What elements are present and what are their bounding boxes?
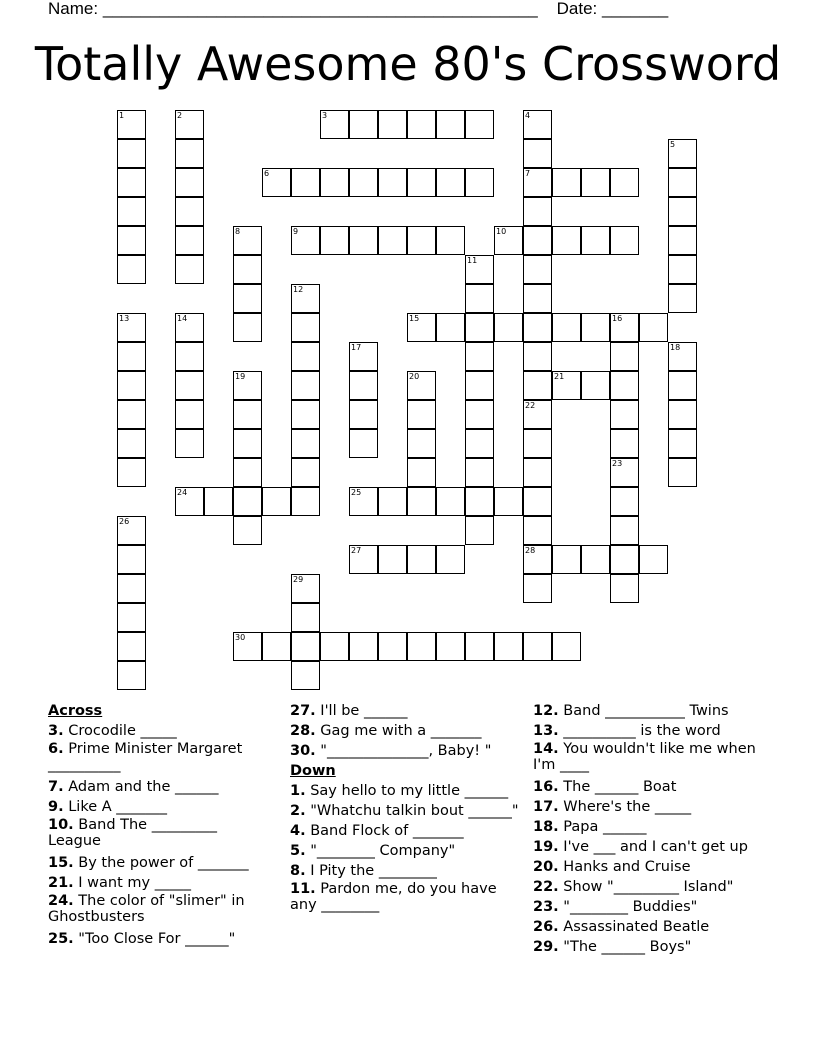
across-heading: Across	[48, 703, 103, 719]
clue-text: Band Flock of _______	[310, 823, 464, 839]
clue-num: 18.	[533, 819, 559, 835]
grid-cell[interactable]	[494, 313, 523, 342]
clue-text: Say hello to my little ______	[310, 783, 509, 799]
grid-cell[interactable]	[552, 313, 581, 342]
grid-cell[interactable]	[349, 429, 378, 458]
clue	[48, 929, 273, 949]
clue	[290, 821, 520, 841]
grid-cell[interactable]	[291, 429, 320, 458]
clue	[533, 741, 763, 777]
clue-number: 12	[293, 285, 304, 294]
clue-num: 26.	[533, 919, 559, 935]
grid-cell[interactable]	[610, 168, 639, 197]
grid-cell[interactable]	[523, 458, 552, 487]
clue-num: 11.	[290, 881, 316, 897]
grid-cell[interactable]	[523, 371, 552, 400]
clue-number: 15	[409, 314, 420, 323]
grid-cell[interactable]	[610, 574, 639, 603]
clue-number: 9	[293, 227, 299, 236]
grid-cell[interactable]	[436, 487, 465, 516]
grid-cell[interactable]	[233, 516, 262, 545]
grid-cell[interactable]	[581, 313, 610, 342]
clue-text: "______________, Baby! "	[320, 743, 492, 759]
clue-num: 5.	[290, 843, 306, 859]
clue-text: Band The _________ League	[48, 817, 217, 849]
clue-number: 28	[525, 546, 536, 555]
down-heading: Down	[290, 763, 336, 779]
clue-text: Hanks and Cruise	[563, 859, 691, 875]
grid-cell[interactable]	[291, 458, 320, 487]
clue	[533, 817, 763, 837]
clue-num: 8.	[290, 863, 306, 879]
clue	[290, 801, 520, 821]
grid-cell[interactable]	[610, 516, 639, 545]
clue-text: Gag me with a _______	[320, 723, 482, 739]
grid-cell[interactable]	[349, 632, 378, 661]
grid-cell[interactable]	[320, 632, 349, 661]
clue-num: 16.	[533, 779, 559, 795]
grid-cell[interactable]	[320, 226, 349, 255]
clue-num: 30.	[290, 743, 316, 759]
grid-cell[interactable]	[465, 342, 494, 371]
grid-cell[interactable]	[610, 313, 639, 342]
grid-cell[interactable]	[117, 197, 146, 226]
grid-cell[interactable]	[117, 371, 146, 400]
grid-cell[interactable]	[407, 487, 436, 516]
grid-cell[interactable]	[581, 226, 610, 255]
clue-number: 19	[235, 372, 246, 381]
clue-text: By the power of _______	[78, 855, 249, 871]
clue-num: 9.	[48, 799, 64, 815]
grid-cell[interactable]	[523, 284, 552, 313]
clue	[290, 841, 520, 861]
grid-cell[interactable]	[523, 197, 552, 226]
grid-cell[interactable]	[465, 516, 494, 545]
clue-text: __________ is the word	[563, 723, 721, 739]
grid-cell[interactable]	[668, 400, 697, 429]
grid-cell[interactable]	[117, 255, 146, 284]
clue	[290, 721, 520, 741]
grid-cell[interactable]	[117, 458, 146, 487]
grid-cell[interactable]	[436, 313, 465, 342]
grid-cell[interactable]	[117, 168, 146, 197]
grid-cell[interactable]	[175, 313, 204, 342]
grid-cell[interactable]	[291, 632, 320, 661]
clue	[290, 701, 520, 721]
grid-cell[interactable]	[117, 342, 146, 371]
grid-cell[interactable]	[117, 574, 146, 603]
grid-cell[interactable]	[233, 429, 262, 458]
grid-cell[interactable]	[465, 429, 494, 458]
clue-number: 27	[351, 546, 362, 555]
grid-cell[interactable]	[523, 429, 552, 458]
clue-number: 5	[670, 140, 676, 149]
clue-num: 23.	[533, 899, 559, 915]
clue-number: 22	[525, 401, 536, 410]
clue-number: 4	[525, 111, 531, 120]
grid-cell[interactable]	[494, 226, 523, 255]
grid-cell[interactable]	[349, 168, 378, 197]
grid-cell[interactable]	[407, 545, 436, 574]
clue-num: 7.	[48, 779, 64, 795]
clue-text: "________ Buddies"	[563, 899, 698, 915]
grid-cell[interactable]	[117, 226, 146, 255]
grid-cell[interactable]	[523, 342, 552, 371]
grid-cell[interactable]	[523, 545, 552, 574]
name-line: ______________________________________________	[102, 0, 538, 18]
clue-text: "The ______ Boys"	[563, 939, 692, 955]
grid-cell[interactable]	[668, 429, 697, 458]
clue-num: 3.	[48, 723, 64, 739]
grid-cell[interactable]	[552, 168, 581, 197]
grid-cell[interactable]	[291, 487, 320, 516]
grid-cell[interactable]	[117, 139, 146, 168]
clue	[48, 873, 273, 893]
grid-cell[interactable]	[523, 487, 552, 516]
grid-cell[interactable]	[117, 429, 146, 458]
grid-cell[interactable]	[349, 342, 378, 371]
grid-cell[interactable]	[175, 197, 204, 226]
grid-cell[interactable]	[668, 371, 697, 400]
clue-number: 11	[467, 256, 478, 265]
grid-cell[interactable]	[465, 255, 494, 284]
clue-number: 21	[554, 372, 565, 381]
clue	[290, 741, 520, 761]
clue	[48, 777, 273, 797]
clue	[533, 897, 763, 917]
clue-number: 1	[119, 111, 125, 120]
grid-cell[interactable]	[378, 168, 407, 197]
clues-column-3	[533, 701, 763, 957]
grid-cell[interactable]	[378, 110, 407, 139]
grid-cell[interactable]	[552, 371, 581, 400]
clue	[533, 777, 763, 797]
grid-cell[interactable]	[407, 168, 436, 197]
grid-cell[interactable]	[117, 661, 146, 690]
clue-number: 30	[235, 633, 246, 642]
grid-cell[interactable]	[117, 632, 146, 661]
clue-number: 17	[351, 343, 362, 352]
clue-number: 6	[264, 169, 270, 178]
grid-cell[interactable]	[668, 458, 697, 487]
grid-cell[interactable]	[523, 168, 552, 197]
clue-text: Like A _______	[68, 799, 168, 815]
grid-cell[interactable]	[262, 487, 291, 516]
grid-cell[interactable]	[668, 284, 697, 313]
clue-num: 15.	[48, 855, 74, 871]
grid-cell[interactable]	[465, 110, 494, 139]
grid-cell[interactable]	[523, 255, 552, 284]
grid-cell[interactable]	[291, 603, 320, 632]
grid-cell[interactable]	[407, 226, 436, 255]
grid-cell[interactable]	[233, 458, 262, 487]
clue-number: 2	[177, 111, 183, 120]
grid-cell[interactable]	[610, 429, 639, 458]
grid-cell[interactable]	[175, 487, 204, 516]
clue	[290, 781, 520, 801]
grid-cell[interactable]	[668, 139, 697, 168]
clue-num: 6.	[48, 741, 64, 757]
grid-cell[interactable]	[349, 226, 378, 255]
clue-text: "Too Close For ______"	[78, 931, 236, 947]
grid-cell[interactable]	[378, 226, 407, 255]
clue-num: 1.	[290, 783, 306, 799]
clue-number: 8	[235, 227, 241, 236]
grid-cell[interactable]	[117, 313, 146, 342]
clue-num: 28.	[290, 723, 316, 739]
grid-cell[interactable]	[349, 371, 378, 400]
clue-text: "Whatchu talkin bout ______"	[310, 803, 519, 819]
grid-cell[interactable]	[523, 400, 552, 429]
grid-cell[interactable]	[262, 632, 291, 661]
date-label: Date:	[556, 0, 598, 18]
grid-cell[interactable]	[494, 632, 523, 661]
clue-num: 25.	[48, 931, 74, 947]
clue-num: 21.	[48, 875, 74, 891]
grid-cell[interactable]	[610, 400, 639, 429]
clue-number: 23	[612, 459, 623, 468]
clue-num: 10.	[48, 817, 74, 833]
grid-cell[interactable]	[465, 458, 494, 487]
grid-cell[interactable]	[436, 226, 465, 255]
grid-cell[interactable]	[465, 168, 494, 197]
clue-num: 22.	[533, 879, 559, 895]
grid-cell[interactable]	[407, 429, 436, 458]
clue	[533, 857, 763, 877]
clue-number: 14	[177, 314, 188, 323]
grid-cell[interactable]	[552, 545, 581, 574]
grid-cell[interactable]	[291, 342, 320, 371]
grid-cell[interactable]	[349, 487, 378, 516]
grid-cell[interactable]	[465, 632, 494, 661]
name-label: Name:	[48, 0, 99, 18]
clue-num: 17.	[533, 799, 559, 815]
grid-cell[interactable]	[523, 139, 552, 168]
clue	[48, 721, 273, 741]
clue-text: Band ___________ Twins	[563, 703, 729, 719]
grid-cell[interactable]	[117, 545, 146, 574]
grid-cell[interactable]	[610, 342, 639, 371]
grid-cell[interactable]	[175, 400, 204, 429]
grid-cell[interactable]	[233, 284, 262, 313]
clue-number: 13	[119, 314, 130, 323]
clue-number: 26	[119, 517, 130, 526]
grid-cell[interactable]	[436, 110, 465, 139]
clue-num: 12.	[533, 703, 559, 719]
clue-num: 14.	[533, 741, 559, 757]
grid-cell[interactable]	[465, 284, 494, 313]
grid-cell[interactable]	[407, 400, 436, 429]
grid-cell[interactable]	[349, 400, 378, 429]
clue-num: 20.	[533, 859, 559, 875]
grid-cell[interactable]	[523, 226, 552, 255]
grid-cell[interactable]	[436, 545, 465, 574]
grid-cell[interactable]	[175, 139, 204, 168]
grid-cell[interactable]	[610, 458, 639, 487]
clue	[533, 721, 763, 741]
clue	[533, 797, 763, 817]
clue	[533, 701, 763, 721]
clue	[533, 877, 763, 897]
grid-cell[interactable]	[378, 487, 407, 516]
clue-text: I want my _____	[78, 875, 191, 891]
grid-cell[interactable]	[233, 400, 262, 429]
clue	[48, 853, 273, 873]
clue-text: Pardon me, do you have any ________	[290, 881, 497, 913]
grid-cell[interactable]	[610, 371, 639, 400]
grid-cell[interactable]	[117, 516, 146, 545]
clue-text: You wouldn't like me when I'm ____	[533, 741, 756, 773]
grid-cell[interactable]	[465, 371, 494, 400]
grid-cell[interactable]	[291, 226, 320, 255]
clue-number: 24	[177, 488, 188, 497]
grid-cell[interactable]	[436, 168, 465, 197]
grid-cell[interactable]	[610, 226, 639, 255]
grid-cell[interactable]	[204, 487, 233, 516]
clue	[533, 937, 763, 957]
clue	[48, 817, 273, 853]
grid-cell[interactable]	[117, 400, 146, 429]
clue-text: Papa ______	[563, 819, 647, 835]
clue-text: The ______ Boat	[563, 779, 677, 795]
grid-cell[interactable]	[175, 255, 204, 284]
grid-cell[interactable]	[407, 110, 436, 139]
clue	[48, 893, 273, 929]
date-line: _______	[602, 0, 669, 18]
clues-column-1	[48, 701, 273, 949]
grid-cell[interactable]	[117, 603, 146, 632]
grid-cell[interactable]	[175, 371, 204, 400]
grid-cell[interactable]	[378, 632, 407, 661]
grid-cell[interactable]	[291, 313, 320, 342]
grid-cell[interactable]	[407, 313, 436, 342]
grid-cell[interactable]	[262, 168, 291, 197]
grid-cell[interactable]	[436, 632, 465, 661]
grid-cell[interactable]	[349, 545, 378, 574]
clue-text: Show "_________ Island"	[563, 879, 734, 895]
clue-text: Prime Minister Margaret __________	[48, 741, 243, 773]
page-title: Totally Awesome 80's Crossword	[34, 37, 782, 91]
grid-cell[interactable]	[494, 487, 523, 516]
grid-cell[interactable]	[523, 632, 552, 661]
clue	[48, 741, 273, 777]
clue-text: Crocodile _____	[68, 723, 177, 739]
grid-cell[interactable]	[581, 168, 610, 197]
grid-cell[interactable]	[610, 487, 639, 516]
clue-text: I'll be ______	[320, 703, 408, 719]
grid-cell[interactable]	[407, 632, 436, 661]
grid-cell[interactable]	[291, 371, 320, 400]
clue	[48, 797, 273, 817]
grid-cell[interactable]	[552, 632, 581, 661]
grid-cell[interactable]	[233, 487, 262, 516]
grid-cell[interactable]	[175, 429, 204, 458]
clue-num: 24.	[48, 893, 74, 909]
grid-cell[interactable]	[407, 371, 436, 400]
grid-cell[interactable]	[581, 545, 610, 574]
clue-num: 29.	[533, 939, 559, 955]
grid-cell[interactable]	[175, 226, 204, 255]
grid-cell[interactable]	[639, 313, 668, 342]
grid-cell[interactable]	[465, 313, 494, 342]
grid-cell[interactable]	[465, 400, 494, 429]
clue	[533, 837, 763, 857]
clue-number: 7	[525, 169, 531, 178]
grid-cell[interactable]	[320, 110, 349, 139]
grid-cell[interactable]	[175, 168, 204, 197]
grid-cell[interactable]	[581, 371, 610, 400]
grid-cell[interactable]	[233, 371, 262, 400]
clue-num: 13.	[533, 723, 559, 739]
clue	[290, 881, 520, 917]
clue-number: 29	[293, 575, 304, 584]
clue-number: 16	[612, 314, 623, 323]
clue-number: 10	[496, 227, 507, 236]
clue-number: 3	[322, 111, 328, 120]
clue-text: I've ___ and I can't get up	[563, 839, 748, 855]
clue-text: The color of "slimer" in Ghostbusters	[48, 893, 245, 925]
clue-number: 20	[409, 372, 420, 381]
grid-cell[interactable]	[291, 574, 320, 603]
grid-cell[interactable]	[117, 110, 146, 139]
clue-text: I Pity the ________	[310, 863, 437, 879]
grid-cell[interactable]	[523, 313, 552, 342]
grid-cell[interactable]	[610, 545, 639, 574]
clue-num: 27.	[290, 703, 316, 719]
grid-cell[interactable]	[320, 168, 349, 197]
clue-num: 4.	[290, 823, 306, 839]
grid-cell[interactable]	[233, 313, 262, 342]
clue-number: 18	[670, 343, 681, 352]
grid-cell[interactable]	[291, 400, 320, 429]
grid-cell[interactable]	[349, 110, 378, 139]
clue-number: 25	[351, 488, 362, 497]
grid-cell[interactable]	[233, 632, 262, 661]
grid-cell[interactable]	[291, 661, 320, 690]
clue-text: Assassinated Beatle	[563, 919, 710, 935]
grid-cell[interactable]	[668, 197, 697, 226]
clue	[290, 861, 520, 881]
grid-cell[interactable]	[668, 226, 697, 255]
grid-cell[interactable]	[668, 255, 697, 284]
grid-cell[interactable]	[523, 574, 552, 603]
clue-num: 2.	[290, 803, 306, 819]
grid-cell[interactable]	[639, 545, 668, 574]
grid-cell[interactable]	[175, 110, 204, 139]
grid-cell[interactable]	[233, 226, 262, 255]
grid-cell[interactable]	[552, 226, 581, 255]
clue-text: "________ Company"	[310, 843, 456, 859]
clue-text: Adam and the ______	[68, 779, 219, 795]
grid-cell[interactable]	[523, 516, 552, 545]
grid-cell[interactable]	[175, 342, 204, 371]
clue-text: Where's the _____	[563, 799, 692, 815]
grid-cell[interactable]	[668, 342, 697, 371]
clues-column-2	[290, 701, 520, 917]
grid-cell[interactable]	[668, 168, 697, 197]
grid-cell[interactable]	[378, 545, 407, 574]
grid-cell[interactable]	[407, 458, 436, 487]
grid-cell[interactable]	[291, 168, 320, 197]
grid-cell[interactable]	[523, 110, 552, 139]
grid-cell[interactable]	[465, 487, 494, 516]
grid-cell[interactable]	[291, 284, 320, 313]
clue-num: 19.	[533, 839, 559, 855]
grid-cell[interactable]	[233, 255, 262, 284]
clue	[533, 917, 763, 937]
